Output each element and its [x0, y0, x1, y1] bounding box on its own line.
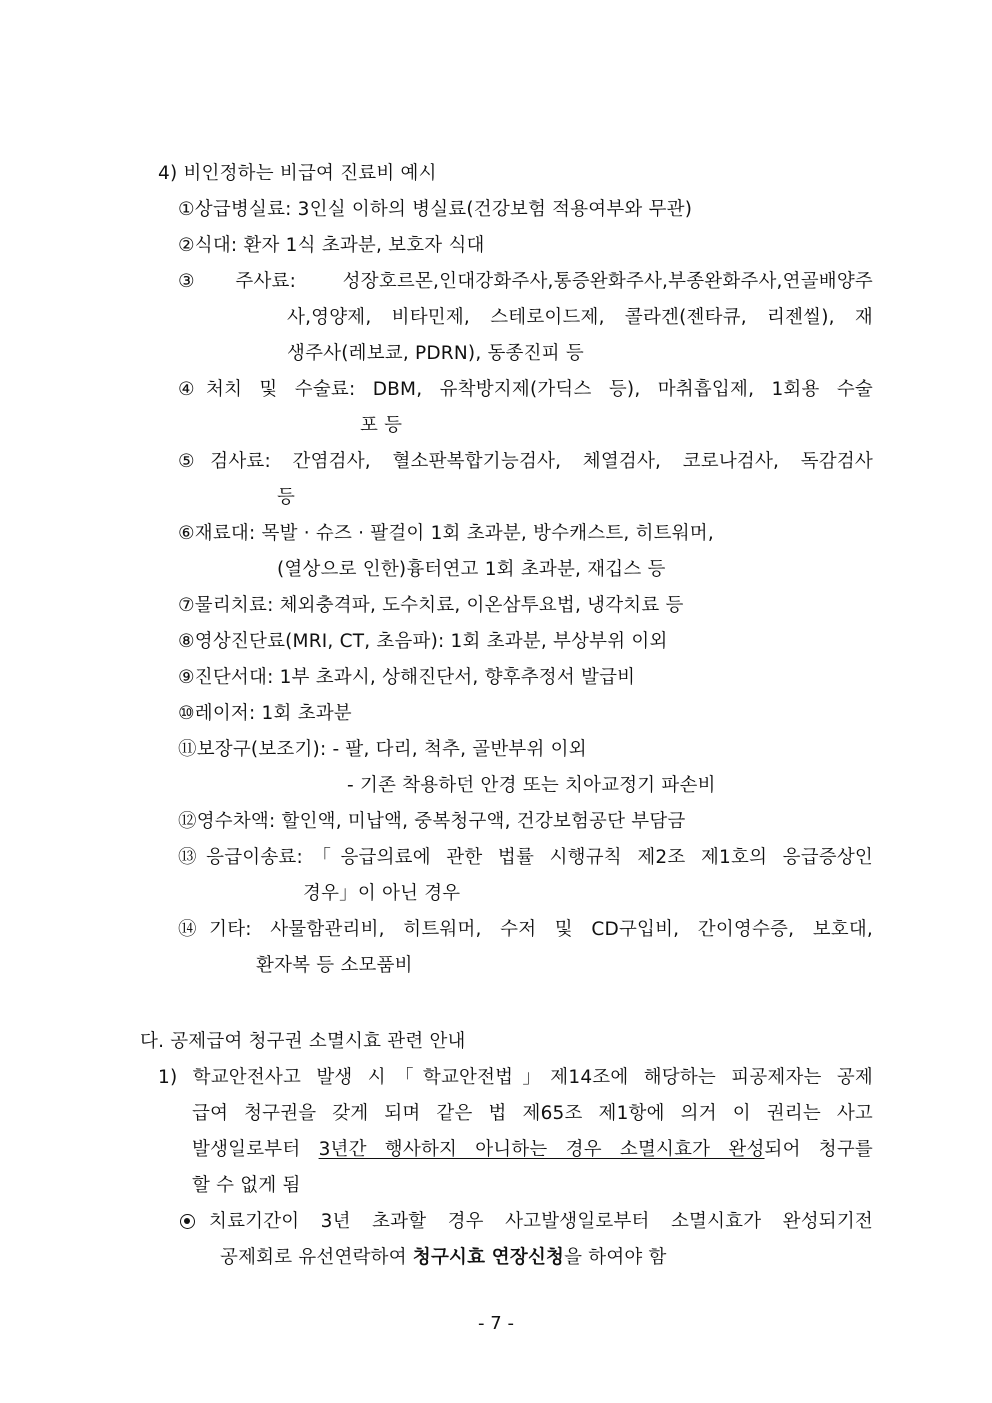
note-line-2-end: 을 하여야 함	[564, 1247, 667, 1268]
underlined-prescription-text: 3년간 행사하지 아니하는 경우 소멸시효가 완성	[318, 1139, 765, 1160]
list-item-3-cont: 사,영양제, 비타민제, 스테로이드제, 콜라겐(젠타큐, 리젠씰), 재	[287, 307, 873, 328]
list-item-13-cont: 경우」이 아닌 경우	[303, 883, 461, 904]
list-item-4: ④처치 및 수술료: DBM, 유착방지제(가딕스 등), 마취흡입제, 1회용 수술	[178, 379, 873, 400]
list-item-4-cont: 포 등	[360, 415, 403, 436]
list-item-12: ⑫영수차액: 할인액, 미납액, 중복청구액, 건강보험공단 부담금	[178, 811, 686, 832]
radio-bullet-icon	[180, 1214, 195, 1229]
section-da-title: 다. 공제급여 청구권 소멸시효 관련 안내	[140, 1031, 466, 1052]
list-item-11: ⑪보장구(보조기): - 팔, 다리, 척추, 골반부위 이외	[178, 739, 587, 760]
list-item-13: ⑬응급이송료:「응급의료에 관한 법률 시행규칙 제2조 제1호의 응급증상인	[178, 847, 873, 868]
section-4-title: 4) 비인정하는 비급여 진료비 예시	[158, 163, 437, 184]
paragraph-1-line-3	[192, 1138, 873, 1162]
list-item-5-cont: 등	[277, 487, 296, 508]
bold-extension-request-text: 청구시효 연장신청	[412, 1247, 565, 1268]
list-item-6: ⑥재료대: 목발 · 슈즈 · 팔걸이 1회 초과분, 방수캐스트, 히트워머,	[178, 523, 714, 544]
list-item-5: ⑤검사료: 간염검사, 혈소판복합기능검사, 체열검사, 코로나검사, 독감검사	[178, 451, 873, 472]
paragraph-1-line-3-start: 발생일로부터	[192, 1139, 319, 1160]
paragraph-1-line-4: 할 수 없게 됨	[192, 1175, 301, 1196]
list-item-10: ⑩레이저: 1회 초과분	[178, 703, 352, 724]
list-item-9: ⑨진단서대: 1부 초과시, 상해진단서, 향후추정서 발급비	[178, 667, 636, 688]
list-item-14: ⑭기타: 사물함관리비, 히트워머, 수저 및 CD구입비, 간이영수증, 보호대,	[178, 919, 873, 940]
list-item-2: ②식대: 환자 1식 초과분, 보호자 식대	[178, 235, 485, 256]
page-number: - 7 -	[478, 1313, 514, 1334]
paragraph-1-line-2: 급여 청구권을 갖게 되며 같은 법 제65조 제1항에 의거 이 권리는 사고	[192, 1103, 873, 1124]
note-line-1-text: 치료기간이 3년 초과할 경우 사고발생일로부터 소멸시효가 완성되기전	[209, 1211, 873, 1232]
note-line-1	[180, 1210, 873, 1234]
list-item-7: ⑦물리치료: 체외충격파, 도수치료, 이온삼투요법, 냉각치료 등	[178, 595, 684, 616]
list-item-3-cont2: 생주사(레보쿄, PDRN), 동종진피 등	[287, 343, 584, 364]
paragraph-1-line-1: 1) 학교안전사고 발생 시「학교안전법」제14조에 해당하는 피공제자는 공제	[158, 1067, 873, 1088]
list-item-1: ①상급병실료: 3인실 이하의 병실료(건강보험 적용여부와 무관)	[178, 199, 693, 220]
paragraph-1-line-3-end: 되어 청구를	[764, 1139, 873, 1160]
list-item-14-cont: 환자복 등 소모품비	[256, 955, 413, 976]
note-line-2	[220, 1246, 667, 1270]
list-item-11-cont: - 기존 착용하던 안경 또는 치아교정기 파손비	[347, 775, 716, 796]
list-item-8: ⑧영상진단료(MRI, CT, 초음파): 1회 초과분, 부상부위 이외	[178, 631, 668, 652]
list-item-6-cont: (열상으로 인한)흉터연고 1회 초과분, 재깁스 등	[277, 559, 666, 580]
note-line-2-start: 공제회로 유선연락하여	[220, 1247, 413, 1268]
list-item-3: ③주사료: 성장호르몬,인대강화주사,통증완화주사,부종완화주사,연골배양주	[178, 271, 873, 292]
